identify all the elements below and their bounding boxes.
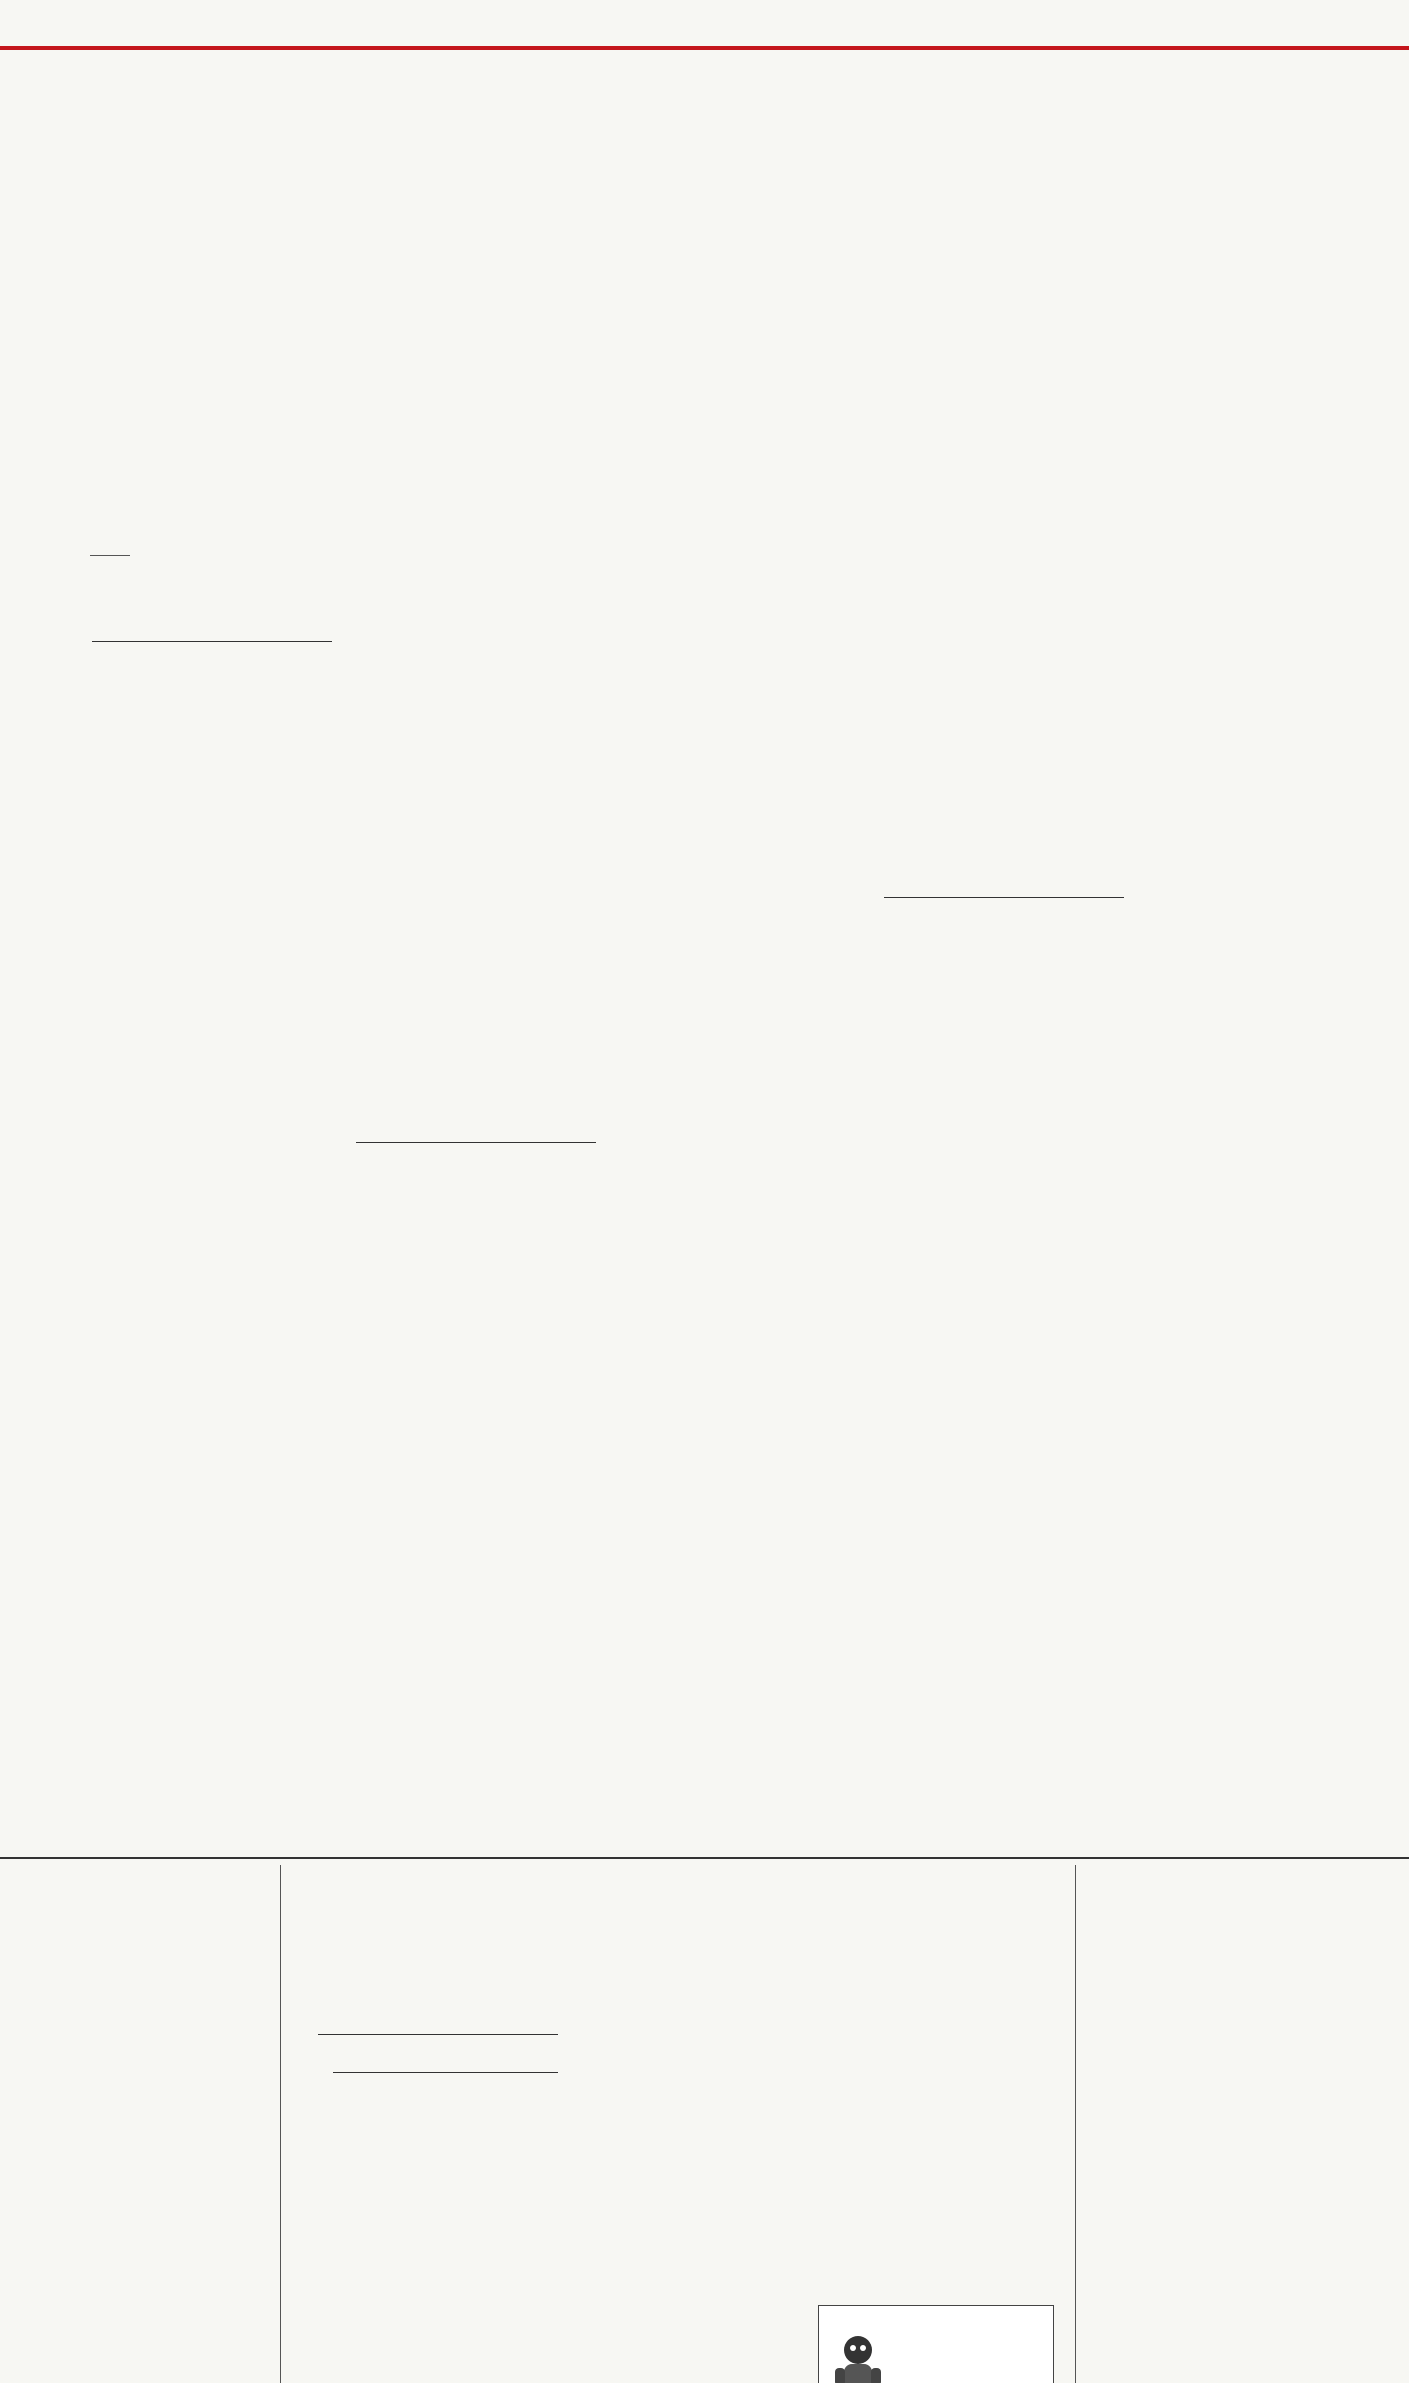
main-article-col2a — [352, 555, 600, 1100]
masthead-editors — [134, 22, 159, 40]
mascot-icon — [829, 2328, 887, 2383]
ftz-col2 — [574, 2034, 804, 2383]
main-article-col4b — [880, 930, 1128, 1845]
divider-wealth — [1075, 1865, 1076, 2383]
divider-brief — [280, 1865, 281, 2383]
ftz-author — [850, 2206, 1052, 2252]
section-subtitle-support — [92, 637, 332, 642]
main-article-bottom-rule — [0, 1857, 1409, 1859]
fund-advertisement — [818, 2305, 1054, 2383]
wealth-body — [1110, 1990, 1394, 2350]
main-article-col2b — [352, 1175, 600, 1845]
section-subtitle-risk — [884, 893, 1124, 898]
section-subtitle-innovation — [356, 1138, 596, 1143]
ftz-column-label — [318, 2034, 558, 2039]
ftz-col1 — [318, 2110, 558, 2383]
main-article-col4a — [880, 390, 1128, 860]
masthead-date — [134, 4, 159, 22]
ftz-next-issue — [820, 2256, 1052, 2300]
main-article-col5 — [1146, 390, 1398, 1845]
lead-paragraph — [60, 390, 872, 512]
ftz-col3 — [820, 2034, 1052, 2202]
ftz-column-sub — [333, 2068, 558, 2073]
brief-body — [18, 1975, 274, 2383]
byline — [90, 555, 130, 556]
masthead-divider — [0, 46, 1409, 50]
main-article-col3 — [616, 555, 864, 1845]
main-article-col1 — [88, 676, 336, 1846]
